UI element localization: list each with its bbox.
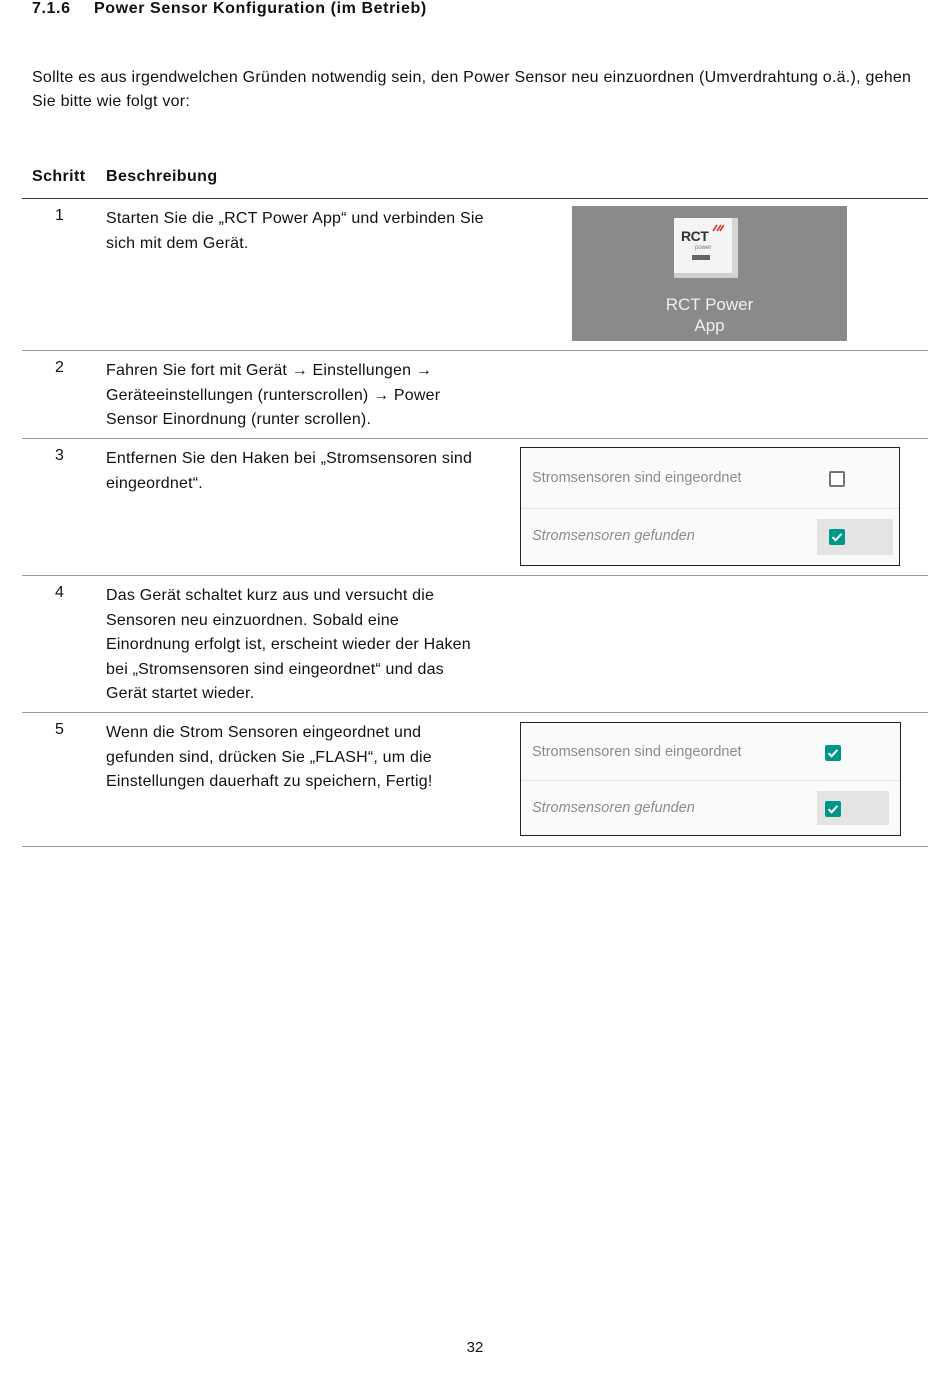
column-header-step: Schritt (32, 168, 86, 185)
panel-divider (521, 780, 900, 781)
app-name-text: RCT Power App (665, 295, 754, 335)
step-number: 3 (55, 447, 64, 464)
sensors-assigned-checkbox[interactable] (829, 471, 845, 487)
table-bottom-rule (22, 846, 928, 847)
step-description: Entfernen Sie den Haken bei „Stromsensoren sind eingeordnet“. (106, 450, 473, 492)
step-number: 5 (55, 721, 64, 738)
sensors-found-checkbox[interactable] (825, 801, 841, 817)
step-description: Wenn die Strom Sensoren eingeordnet und gefunden sind, drücken Sie „FLASH“, um die Einstellungen dauerhaft zu speichern, Fertig! (106, 724, 433, 790)
row-divider (22, 350, 928, 351)
section-title: Power Sensor Konfiguration (im Betrieb) (94, 0, 427, 17)
step-number: 1 (55, 207, 64, 224)
setting-label: Stromsensoren gefunden (532, 528, 695, 544)
table-header-rule (22, 198, 928, 199)
setting-label: Stromsensoren gefunden (532, 800, 695, 816)
panel-divider (521, 508, 899, 509)
step-description: Fahren Sie fort mit Gerät → Einstellungen → Geräteeinstellungen (runterscrollen) → Power Sensor Einordnung (runter scrollen). (106, 362, 441, 428)
app-logo-subtext: power (695, 245, 712, 251)
app-logo-mark-icon (712, 224, 724, 232)
step-number: 2 (55, 359, 64, 376)
checkmark-icon (830, 530, 844, 544)
rct-power-app-icon (674, 218, 738, 278)
row-divider (22, 712, 928, 713)
section-number: 7.1.6 (32, 0, 71, 17)
app-logo-bar (692, 255, 710, 260)
sensor-settings-panel-step3 (520, 447, 900, 566)
sensors-found-checkbox[interactable] (829, 529, 845, 545)
setting-label: Stromsensoren sind eingeordnet (532, 470, 742, 486)
checkmark-icon (826, 746, 840, 760)
checkmark-icon (826, 802, 840, 816)
sensor-settings-panel-step5 (520, 722, 901, 836)
app-logo-text: RCT (681, 228, 709, 244)
step-description: Starten Sie die „RCT Power App“ und verbinden Sie sich mit dem Gerät. (106, 210, 484, 252)
page-number: 32 (466, 1339, 484, 1356)
column-header-description: Beschreibung (106, 168, 218, 185)
row-divider (22, 575, 928, 576)
sensors-assigned-checkbox[interactable] (825, 745, 841, 761)
setting-label: Stromsensoren sind eingeordnet (532, 744, 742, 760)
app-name-label (572, 294, 847, 336)
step-number: 4 (55, 584, 64, 601)
row-divider (22, 438, 928, 439)
step-description: Das Gerät schaltet kurz aus und versucht die Sensoren neu einzuordnen. Sobald eine Einordnung erfolgt ist, erscheint wieder der Haken bei „Stromsensoren sind eingeordnet“ und das Gerät startet wieder. (106, 587, 471, 702)
section-heading (32, 0, 427, 18)
intro-paragraph: Sollte es aus irgendwelchen Gründen notwendig sein, den Power Sensor neu einzuordnen (Umverdrahtung o.ä.), gehen Sie bitte wie folgt vor: (32, 69, 912, 110)
rct-power-app-tile[interactable] (572, 206, 847, 341)
